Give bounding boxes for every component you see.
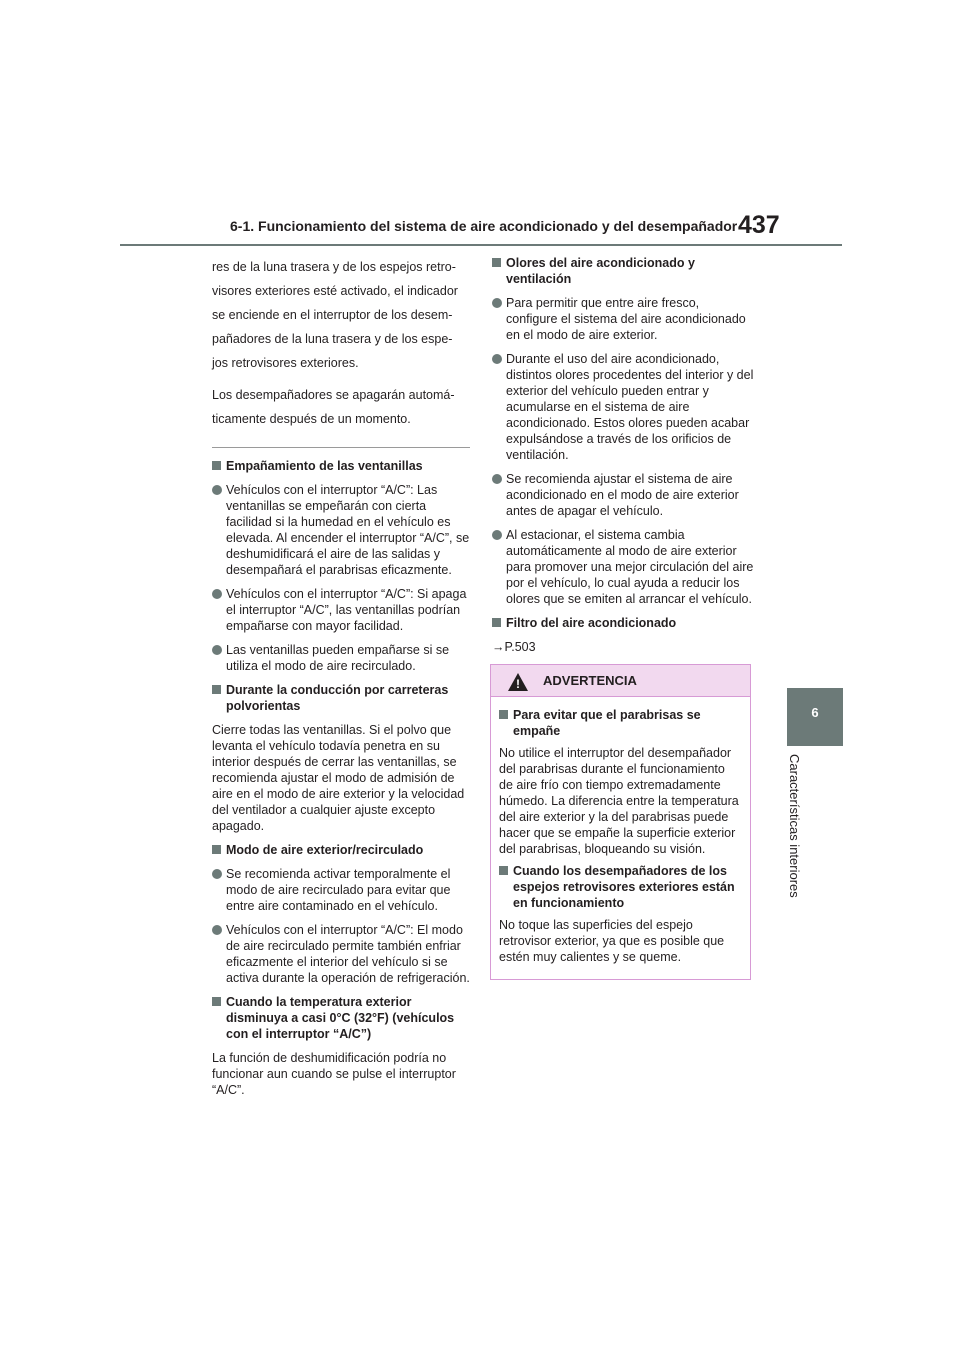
square-bullet-icon <box>492 618 501 627</box>
circle-bullet-icon <box>212 589 222 599</box>
intro-line: visores exteriores esté activado, el indicador <box>212 284 458 298</box>
circle-bullet-icon <box>212 869 222 879</box>
list-item <box>212 922 470 986</box>
intro-line: ticamente después de un momento. <box>212 412 411 426</box>
list-item-text: Vehículos con el interruptor “A/C”: El modo de aire recirculado permite también enfriar eficazmente el interior del vehículo si se activa durante la operación de refrigeración. <box>226 923 470 985</box>
circle-bullet-icon <box>492 530 502 540</box>
chapter-label-text: Características interiores <box>787 754 802 898</box>
heading-text: Filtro del aire acondicionado <box>506 616 677 630</box>
intro-line: Los desempañadores se apagarán automá- <box>212 388 455 402</box>
square-bullet-icon <box>492 258 501 267</box>
list-item-text: Se recomienda activar temporalmente el modo de aire recirculado para evitar que entre aire contaminado en el vehículo. <box>226 867 451 913</box>
square-bullet-icon <box>212 997 221 1006</box>
section-heading <box>212 994 470 1042</box>
list-item <box>212 866 470 914</box>
list-item <box>492 295 754 343</box>
heading-text: Modo de aire exterior/recirculado <box>226 843 424 857</box>
page-number: 437 <box>738 211 780 239</box>
list-item <box>492 351 754 463</box>
warning-heading <box>499 863 742 911</box>
section-heading <box>492 255 754 287</box>
intro-line: se enciende en el interruptor de los desem- <box>212 308 453 322</box>
heading-text: Cuando la temperatura exterior disminuya a casi 0°C (32°F) (vehículos con el interruptor “A/C”) <box>226 995 455 1041</box>
square-bullet-icon <box>212 845 221 854</box>
circle-bullet-icon <box>212 645 222 655</box>
circle-bullet-icon <box>492 474 502 484</box>
section-heading <box>212 682 470 714</box>
warning-paragraph: No toque las superficies del espejo retrovisor exterior, ya que es posible que estén muy calientes y se queme. <box>499 918 725 964</box>
list-item-text: Las ventanillas pueden empañarse si se utiliza el modo de aire recirculado. <box>226 643 450 673</box>
warning-box <box>490 664 751 980</box>
section-divider <box>212 447 470 448</box>
warning-body <box>491 697 750 965</box>
circle-bullet-icon <box>492 298 502 308</box>
intro-paragraph <box>212 255 470 375</box>
list-item <box>492 471 754 519</box>
list-item <box>492 527 754 607</box>
warning-header <box>491 665 750 697</box>
heading-text: Para evitar que el parabrisas se empañe <box>513 708 701 738</box>
intro-line: res de la luna trasera y de los espejos retro- <box>212 260 456 274</box>
heading-text: Empañamiento de las ventanillas <box>226 459 423 473</box>
square-bullet-icon <box>212 685 221 694</box>
left-column <box>212 255 470 1102</box>
chapter-tab: 6 <box>787 688 843 746</box>
intro-paragraph-2 <box>212 383 470 431</box>
section-heading <box>492 615 754 631</box>
list-item-text: Vehículos con el interruptor “A/C”: Si apaga el interruptor “A/C”, las ventanillas podrían empañarse con mayor facilidad. <box>226 587 467 633</box>
square-bullet-icon <box>499 866 508 875</box>
square-bullet-icon <box>499 710 508 719</box>
chapter-label <box>787 754 809 914</box>
list-item-text: Se recomienda ajustar el sistema de aire acondicionado en el modo de aire exterior antes de apagar el vehículo. <box>506 472 739 518</box>
warning-paragraph: No utilice el interruptor del desempañador del parabrisas durante el funcionamiento de aire frío con tiempo extremadamente húmedo. La diferencia entre la temperatura del aire exterior y la del parabrisas puede hacer que se empañe la superficie exterior del parabrisas, bloqueando su visión. <box>499 746 739 856</box>
list-item <box>212 482 470 578</box>
intro-line: pañadores de la luna trasera y de los espe- <box>212 332 453 346</box>
heading-text: Olores del aire acondicionado y ventilación <box>506 256 695 286</box>
heading-text: Cuando los desempañadores de los espejos retrovisores exteriores están en funcionamiento <box>513 864 735 910</box>
section-heading <box>212 842 470 858</box>
warning-title: ADVERTENCIA <box>543 673 637 688</box>
square-bullet-icon <box>212 461 221 470</box>
circle-bullet-icon <box>212 925 222 935</box>
list-item <box>212 586 470 634</box>
warning-heading <box>499 707 742 739</box>
circle-bullet-icon <box>492 354 502 364</box>
list-item-text: Durante el uso del aire acondicionado, distintos olores procedentes del interior y del exterior del vehículo pueden entrar y acumularse en el sistema de aire acondicionado. Estos olores pueden acabar expulsándose a través de los orificios de ventilación. <box>506 352 754 462</box>
list-item-text: Para permitir que entre aire fresco, configure el sistema del aire acondicionado en el modo de aire exterior. <box>506 296 746 342</box>
warning-icon <box>508 673 528 691</box>
paragraph: La función de deshumidificación podría no funcionar aun cuando se pulse el interruptor “A/C”. <box>212 1051 456 1097</box>
list-item-text: Vehículos con el interruptor “A/C”: Las ventanillas se empeñarán con cierta facilidad si la humedad en el vehículo es elevada. Al encender el interruptor “A/C”, se deshumidificará el aire de las salidas y desempañará el parabrisas eficazmente. <box>226 483 470 577</box>
paragraph: Cierre todas las ventanillas. Si el polvo que levanta el vehículo todavía penetra en su interior después de cerrar las ventanillas, se recomienda ajustar el modo de admisión de aire en el modo de aire exterior y la velocidad del ventilador a cualquier ajuste excepto apagado. <box>212 723 465 833</box>
intro-line: jos retrovisores exteriores. <box>212 356 359 370</box>
page-reference-link[interactable]: →P.503 <box>492 640 536 654</box>
heading-text: Durante la conducción por carreteras polvorientas <box>226 683 449 713</box>
section-heading <box>212 458 470 474</box>
list-item <box>212 642 470 674</box>
section-title: 6-1. Funcionamiento del sistema de aire acondicionado y del desempañador <box>230 218 738 234</box>
right-column <box>492 255 754 655</box>
circle-bullet-icon <box>212 485 222 495</box>
header-divider <box>120 244 842 246</box>
list-item-text: Al estacionar, el sistema cambia automáticamente al modo de aire exterior para promover una mejor circulación del aire por el vehículo, lo cual ayuda a reducir los olores que se emiten al arrancar el vehículo. <box>506 528 754 606</box>
